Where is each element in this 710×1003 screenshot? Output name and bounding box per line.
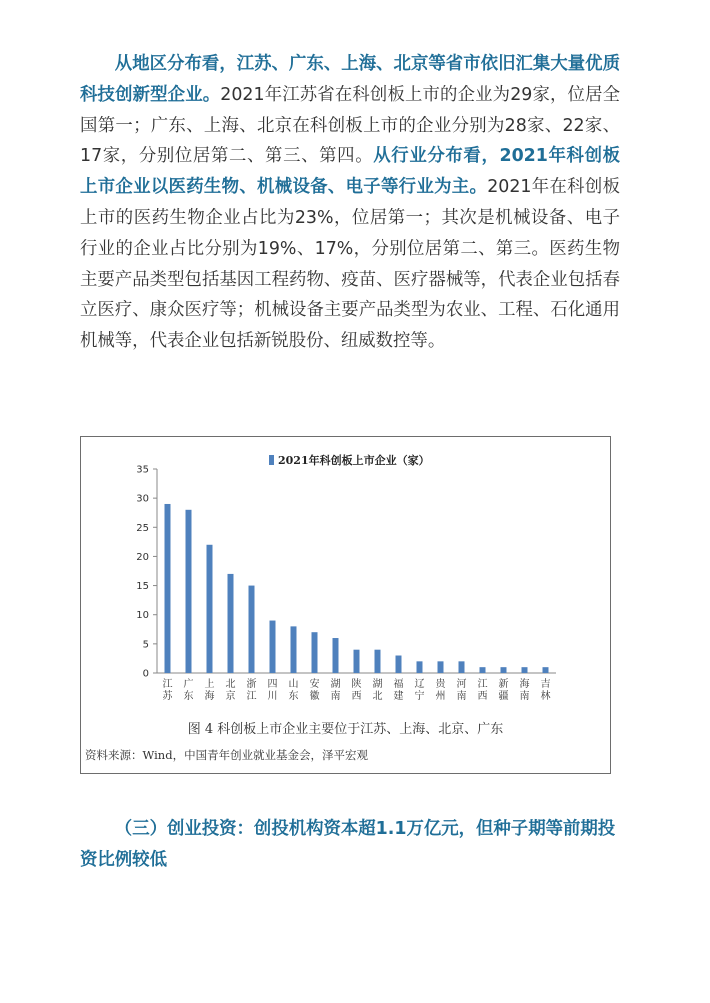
x-tick-label: 湖南: [330, 679, 341, 702]
legend-swatch: [269, 455, 274, 465]
x-tick-label: 北京: [225, 679, 236, 702]
bar-海南: [522, 667, 528, 673]
x-tick-label: 浙江: [246, 679, 257, 702]
y-tick-label: 15: [136, 581, 149, 593]
x-tick-label: 上海: [204, 679, 215, 702]
bar-浙江: [249, 586, 255, 673]
bar-四川: [270, 621, 276, 673]
x-tick-label: 江苏: [162, 679, 173, 702]
section-heading: （三）创业投资：创投机构资本超1.1万亿元，但种子期等前期投资比例较低: [80, 819, 616, 870]
y-tick-label: 25: [136, 522, 149, 534]
bar-新疆: [501, 667, 507, 673]
x-tick-label: 广东: [183, 679, 194, 702]
x-tick-label: 陕西: [351, 679, 362, 702]
bar-湖北: [375, 650, 381, 673]
bar-湖南: [333, 638, 339, 673]
x-tick-label: 湖北: [372, 679, 383, 702]
x-tick-label: 江西: [477, 679, 488, 702]
figure-box: [80, 436, 611, 774]
region-summary-bold: 从地区分布看，江苏、广东、上海、北京等省市依旧汇集大量优质科技创新型企业。: [80, 54, 620, 105]
y-tick-label: 30: [136, 493, 149, 505]
bar-江苏: [165, 504, 171, 673]
industry-detail-text: 2021年在科创板上市的医药生物企业占比为23%，位居第一；其次是机械设备、电子行业的企业占比分别为19%、17%，分别位居第二、第三。医药生物主要产品类型包括基因工程药物、疫苗、医疗器械等，代表企业包括春立医疗、康众医疗等；机械设备主要产品类型为农业、工程、石化通用机械等，代表企业包括新锐股份、纽威数控等。: [80, 177, 620, 352]
y-tick-label: 10: [136, 610, 149, 622]
x-tick-label: 新疆: [498, 679, 509, 702]
bar-chart: [81, 437, 610, 717]
figure-caption: 图 4 科创板上市企业主要位于江苏、上海、北京、广东: [187, 722, 504, 737]
bar-上海: [207, 545, 213, 673]
legend-label: 2021年科创板上市企业（家）: [278, 454, 430, 467]
x-tick-label: 山东: [288, 679, 299, 702]
region-detail-text: 2021年江苏省在科创板上市的企业为29家，位居全国第一；广东、上海、北京在科创板上市的企业分别为28家、22家、17家，分别位居第二、第三、第四。: [80, 84, 620, 167]
x-tick-label: 福建: [393, 679, 404, 702]
bar-安徽: [312, 632, 318, 673]
y-tick-label: 0: [142, 668, 149, 680]
y-tick-label: 20: [136, 551, 149, 563]
y-tick-label: 35: [136, 464, 149, 476]
bar-河南: [459, 661, 465, 673]
y-tick-label: 5: [142, 639, 149, 651]
bar-陕西: [354, 650, 360, 673]
body-paragraph: [80, 49, 620, 357]
x-tick-label: 贵州: [435, 679, 446, 702]
x-tick-label: 四川: [267, 679, 278, 702]
bar-北京: [228, 574, 234, 673]
bar-贵州: [438, 661, 444, 673]
bar-山东: [291, 626, 297, 673]
bar-广东: [186, 510, 192, 673]
bar-辽宁: [417, 661, 423, 673]
x-tick-label: 辽宁: [414, 679, 425, 702]
x-tick-label: 海南: [519, 679, 530, 702]
x-tick-label: 吉林: [540, 679, 551, 702]
bar-福建: [396, 656, 402, 673]
x-tick-label: 河南: [456, 679, 467, 702]
bar-江西: [480, 667, 486, 673]
figure-source: 资料来源：Wind，中国青年创业就业基金会，泽平宏观: [85, 748, 369, 762]
x-tick-label: 安徽: [309, 679, 320, 702]
bar-吉林: [543, 667, 549, 673]
industry-summary-bold: 从行业分布看，2021年科创板上市企业以医药生物、机械设备、电子等行业为主。: [80, 146, 620, 198]
